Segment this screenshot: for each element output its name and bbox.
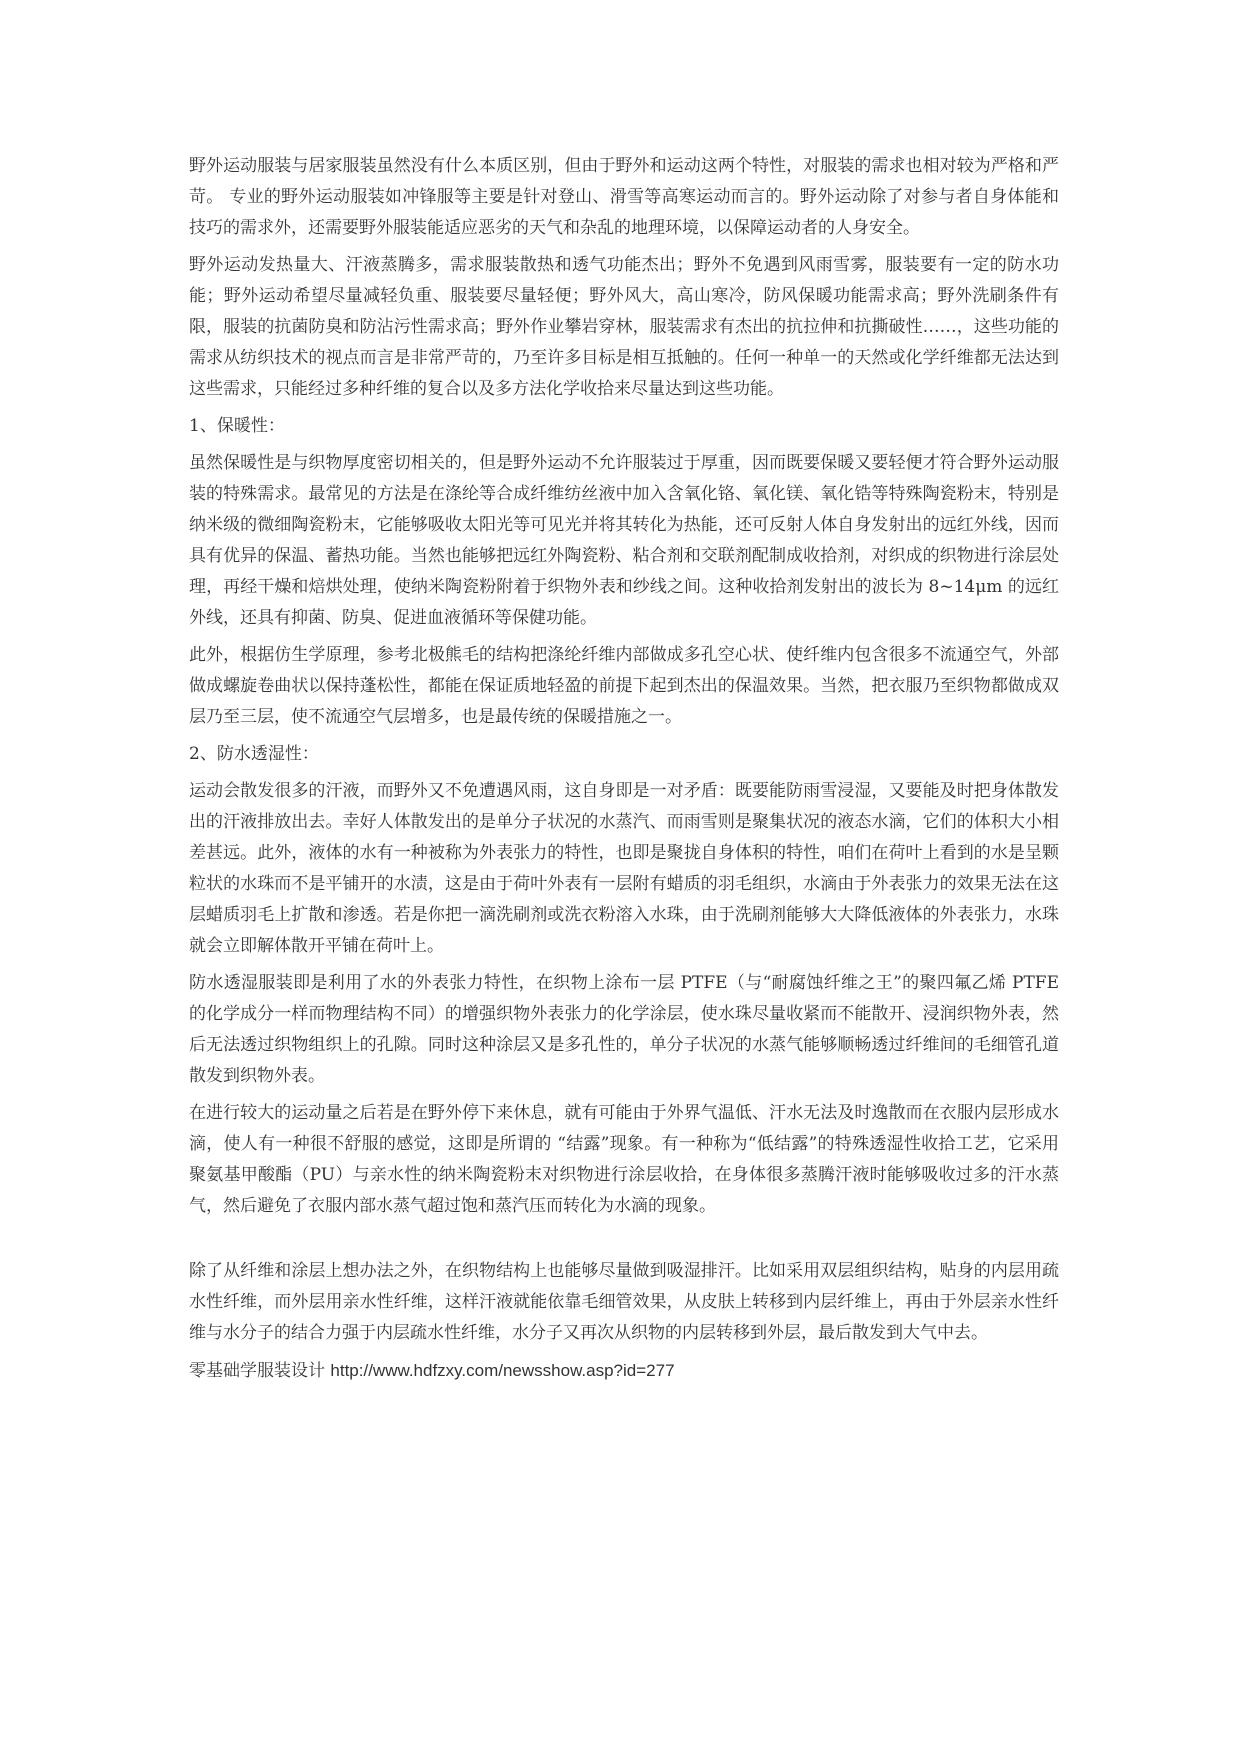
paragraph-structure: 除了从纤维和涂层上想办法之外，在织物结构上也能够尽量做到吸湿排汗。比如采用双层组织结构，贴身的内层用疏水性纤维，而外层用亲水性纤维，这样汗液就能依靠毛细管效果，从皮肤上转移到内层纤维上，再由于外层亲水性纤维与水分子的结合力强于内层疏水性纤维，水分子又再次从织物的内层转移到外层，最后散发到大气中去。	[189, 1261, 1059, 1343]
paragraph-warmth: 虽然保暖性是与织物厚度密切相关的，但是野外运动不允许服装过于厚重，因而既要保暖又要轻便才符合野外运动服装的特殊需求。最常见的方法是在涤纶等合成纤维纺丝液中加入含氧化铬、氧化镁、氧化锆等特殊陶瓷粉末，特别是纳米级的微细陶瓷粉末，它能够吸收太阳光等可见光并将其转化为热能，还可反射人体自身发射出的远红外线，因而具有优异的保温、蓄热功能。当然也能够把远红外陶瓷粉、粘合剂和交联剂配制成收拾剂，对织成的织物进行涂层处理，再经干燥和焙烘处理，使纳米陶瓷粉附着于织物外表和纱线之间。这种收拾剂发射出的波长为 8~14μm 的远红外线，还具有抑菌、防臭、促进血液循环等保健功能。	[189, 453, 1059, 628]
source-line	[189, 1355, 1059, 1387]
source-label: 零基础学服装设计	[189, 1361, 325, 1381]
paragraph-ptfe: 防水透湿服装即是利用了水的外表张力特性，在织物上涂布一层 PTFE（与“耐腐蚀纤维之王”的聚四氟乙烯 PTFE 的化学成分一样而物理结构不同）的增强织物外表张力的化学涂层，使水珠尽量收紧而不能散开、浸润织物外表，然后无法透过织物组织上的孔隙。同时这种涂层又是多孔性的，单分子状况的水蒸气能够顺畅透过纤维间的毛细管孔道散发到织物外表。	[189, 973, 1059, 1086]
source-link[interactable]: http://www.hdfzxy.com/newsshow.asp?id=277	[330, 1361, 675, 1380]
paragraph-intro: 野外运动服装与居家服装虽然没有什么本质区别，但由于野外和运动这两个特性，对服装的需求也相对较为严格和严苛。 专业的野外运动服装如冲锋服等主要是针对登山、滑雪等高寒运动而言的。野外运动除了对参与者自身体能和技巧的需求外，还需要野外服装能适应恶劣的天气和杂乱的地理环境，以保障运动者的人身安全。	[189, 156, 1059, 238]
document-page	[189, 151, 1059, 1393]
paragraph-condensation: 在进行较大的运动量之后若是在野外停下来休息，就有可能由于外界气温低、汗水无法及时逸散而在衣服内层形成水滴，使人有一种很不舒服的感觉，这即是所谓的 “结露”现象。有一种称为“低结露”的特殊透湿性收拾工艺，它采用聚氨基甲酸酯（PU）与亲水性的纳米陶瓷粉末对织物进行涂层收拾，在身体很多蒸腾汗液时能够吸收过多的汗水蒸气，然后避免了衣服内部水蒸气超过饱和蒸汽压而转化为水滴的现象。	[189, 1103, 1059, 1216]
paragraph-requirements: 野外运动发热量大、汗液蒸腾多，需求服装散热和透气功能杰出；野外不免遇到风雨雪雾，服装要有一定的防水功能；野外运动希望尽量减轻负重、服装要尽量轻便；野外风大，高山寒冷，防风保暖功能需求高；野外洗刷条件有限，服装的抗菌防臭和防沾污性需求高；野外作业攀岩穿林，服装需求有杰出的抗拉伸和抗撕破性……，这些功能的需求从纺织技术的视点而言是非常严苛的，乃至许多目标是相互抵触的。任何一种单一的天然或化学纤维都无法达到这些需求，只能经过多种纤维的复合以及多方法化学收拾来尽量达到这些功能。	[189, 255, 1059, 399]
paragraph-bionics: 此外，根据仿生学原理，参考北极熊毛的结构把涤纶纤维内部做成多孔空心状、使纤维内包含很多不流通空气，外部做成螺旋卷曲状以保持蓬松性，都能在保证质地轻盈的前提下起到杰出的保温效果。当然，把衣服乃至织物都做成双层乃至三层，使不流通空气层增多，也是最传统的保暖措施之一。	[189, 645, 1059, 727]
heading-warmth: 1、保暖性：	[189, 416, 285, 436]
paragraph-sweat: 运动会散发很多的汗液，而野外又不免遭遇风雨，这自身即是一对矛盾：既要能防雨雪浸湿，又要能及时把身体散发出的汗液排放出去。幸好人体散发出的是单分子状况的水蒸汽、而雨雪则是聚集状况的液态水滴，它们的体积大小相差甚远。此外，液体的水有一种被称为外表张力的特性，也即是聚拢自身体积的特性，咱们在荷叶上看到的水是呈颗粒状的水珠而不是平铺开的水渍，这是由于荷叶外表有一层附有蜡质的羽毛组织，水滴由于外表张力的效果无法在这层蜡质羽毛上扩散和渗透。若是你把一滴洗刷剂或洗衣粉溶入水珠，由于洗刷剂能够大大降低液体的外表张力，水珠就会立即解体散开平铺在荷叶上。	[189, 781, 1059, 956]
heading-waterproof: 2、防水透湿性：	[189, 744, 319, 764]
